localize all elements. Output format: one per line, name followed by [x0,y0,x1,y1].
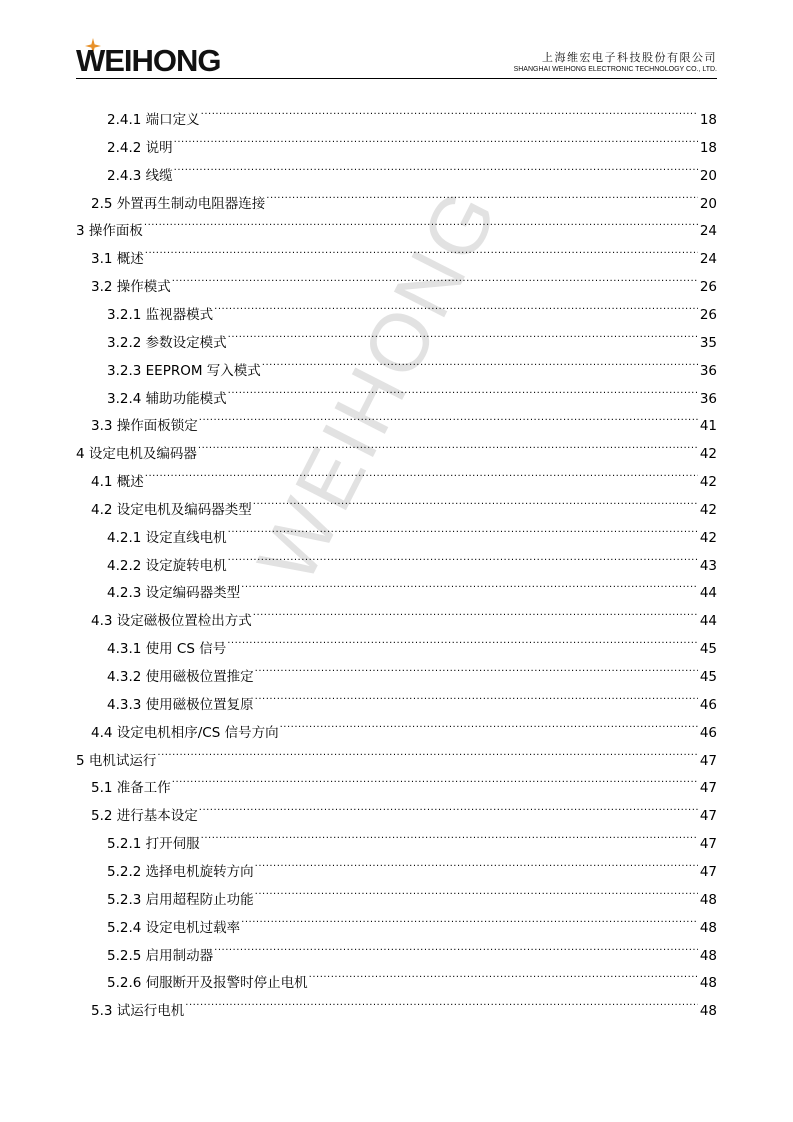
toc-dot-leader [145,458,698,486]
toc-entry[interactable] [91,987,717,1020]
toc-entry-page: 43 [699,557,717,574]
toc-entry[interactable] [107,569,717,602]
toc-entry-page: 18 [699,139,717,156]
toc-dot-leader [214,291,698,319]
toc-entry-page: 42 [699,474,717,491]
toc-entry-label: 4.3.1 使用 CS 信号 [107,641,227,658]
toc-dot-leader [157,737,698,765]
toc-dot-leader [241,904,698,932]
toc-dot-leader [228,375,698,403]
toc-entry-page: 20 [699,167,717,184]
toc-dot-leader [241,569,698,597]
toc-entry-page: 42 [699,501,717,518]
toc-dot-leader [174,152,698,180]
toc-entry[interactable] [91,792,717,825]
toc-entry-page: 42 [699,446,717,463]
toc-entry-label: 2.4.1 端口定义 [107,112,200,128]
toc-entry-page: 46 [699,724,717,741]
toc-entry-label: 4.3 设定磁极位置检出方式 [91,613,252,630]
toc-entry-page: 48 [699,947,717,964]
toc-dot-leader [227,625,698,653]
toc-entry[interactable] [91,180,717,212]
toc-dot-leader [266,180,698,208]
company-name-en: SHANGHAI WEIHONG ELECTRONIC TECHNOLOGY CO., LTD. [513,66,717,73]
toc-entry-page: 26 [699,306,717,323]
toc-entry[interactable] [107,653,717,685]
toc-dot-leader [228,319,698,347]
toc-entry-label: 4.2.3 设定编码器类型 [107,585,241,602]
toc-dot-leader [198,430,698,458]
toc-entry-label: 5.2.1 打开伺服 [107,836,200,853]
toc-dot-leader [228,542,698,570]
toc-dot-leader [253,597,698,625]
toc-entry-label: 4 设定电机及编码器 [76,446,197,463]
toc-dot-leader [280,709,698,737]
toc-entry[interactable] [107,904,717,936]
toc-entry-label: 4.2.2 设定旋转电机 [107,557,227,574]
toc-entry[interactable] [91,458,717,491]
toc-dot-leader [172,764,698,792]
toc-entry-label: 3 操作面板 [76,223,143,240]
toc-entry-label: 5.3 试运行电机 [91,1003,185,1020]
toc-entry-page: 48 [699,919,717,936]
toc-entry-page: 47 [699,752,717,769]
toc-entry[interactable] [91,235,717,268]
toc-dot-leader [185,987,698,1015]
toc-entry-label: 5.2 进行基本设定 [91,808,198,825]
toc-entry-page: 45 [699,669,717,685]
toc-entry-page: 44 [699,613,717,630]
toc-entry[interactable] [91,263,717,296]
toc-entry[interactable] [76,207,717,240]
toc-entry-page: 44 [699,585,717,602]
toc-entry-label: 4.1 概述 [91,474,144,491]
toc-entry[interactable] [91,709,717,741]
toc-entry[interactable] [107,820,717,853]
weihong-logo [76,44,246,78]
toc-entry[interactable] [107,124,717,156]
toc-dot-leader [144,207,698,235]
toc-entry-page: 26 [699,279,717,296]
toc-entry-label: 4.2.1 设定直线电机 [107,529,227,546]
toc-entry[interactable] [107,959,717,992]
toc-entry-label: 3.3 操作面板锁定 [91,418,198,435]
toc-entry[interactable] [107,152,717,184]
toc-entry-label: 3.2.1 监视器模式 [107,306,214,323]
toc-entry-label: 2.4.2 说明 [107,139,173,156]
toc-entry[interactable] [107,347,717,379]
toc-entry-label: 3.2 操作模式 [91,279,171,296]
toc-entry-label: 3.2.2 参数设定模式 [107,334,227,351]
toc-entry-label: 4.2 设定电机及编码器类型 [91,501,252,518]
toc-entry-page: 47 [699,780,717,797]
toc-entry-page: 47 [699,808,717,825]
toc-entry-page: 45 [699,641,717,658]
toc-entry-page: 42 [699,529,717,546]
toc-dot-leader [199,402,698,430]
toc-entry-page: 18 [699,112,717,128]
toc-dot-leader [174,124,698,152]
toc-dot-leader [255,876,698,904]
toc-dot-leader [214,932,698,960]
toc-entry-label: 5.2.6 伺服断开及报警时停止电机 [107,975,308,992]
toc-entry[interactable] [107,514,717,546]
toc-dot-leader [201,96,698,124]
header-rule [76,78,717,79]
toc-entry-label: 3.2.4 辅助功能模式 [107,390,227,407]
toc-entry-label: 5.2.5 启用制动器 [107,947,214,964]
toc-entry-label: 4.4 设定电机相序/CS 信号方向 [91,724,279,741]
toc-entry[interactable] [107,848,717,880]
toc-dot-leader [228,514,698,542]
toc-entry-label: 2.4.3 线缆 [107,167,173,184]
toc-dot-leader [201,820,698,848]
toc-entry-page: 47 [699,836,717,853]
toc-entry[interactable] [107,291,717,323]
toc-entry-label: 2.5 外置再生制动电阻器连接 [91,195,266,212]
toc-entry-page: 24 [699,251,717,268]
toc-dot-leader [255,848,698,876]
toc-dot-leader [255,681,698,709]
toc-entry[interactable] [107,319,717,351]
toc-entry[interactable] [107,375,717,407]
toc-entry[interactable] [76,737,717,769]
toc-entry-page: 41 [699,418,717,435]
toc-entry-label: 4.3.3 使用磁极位置复原 [107,696,254,713]
toc-entry-page: 46 [699,696,717,713]
toc-entry[interactable] [107,625,717,658]
toc-entry-label: 5.2.4 设定电机过载率 [107,919,241,936]
watermark: WEIHONG [240,173,517,597]
toc-dot-leader [199,792,698,820]
toc-entry[interactable] [91,402,717,435]
toc-entry-page: 47 [699,863,717,880]
toc-entry[interactable] [107,681,717,713]
toc-entry-page: 35 [699,334,717,351]
toc-entry-label: 3.1 概述 [91,251,144,268]
toc-entry[interactable] [91,486,717,518]
toc-entry-label: 3.2.3 EEPROM 写入模式 [107,362,261,379]
toc-entry[interactable] [91,764,717,797]
toc-entry-label: 5 电机试运行 [76,752,157,769]
toc-entry-page: 20 [699,195,717,212]
toc-dot-leader [309,959,698,987]
toc-entry[interactable] [76,430,717,463]
toc-entry-page: 36 [699,390,717,407]
toc-entry[interactable] [107,876,717,908]
toc-dot-leader [172,263,698,291]
toc-entry-page: 24 [699,223,717,240]
toc-entry-label: 5.2.2 选择电机旋转方向 [107,863,254,880]
toc-entry-page: 48 [699,975,717,992]
toc-dot-leader [262,347,698,375]
toc-dot-leader [145,235,698,263]
toc-entry[interactable] [107,542,717,574]
toc-dot-leader [253,486,698,514]
toc-entry[interactable] [91,597,717,630]
toc-dot-leader [255,653,698,681]
toc-entry-page: 48 [699,891,717,908]
logo-text: WEIHONG [76,43,221,78]
toc-entry-page: 36 [699,362,717,379]
toc-entry-label: 5.1 准备工作 [91,780,171,797]
toc-entry-label: 4.3.2 使用磁极位置推定 [107,669,254,685]
toc-entry[interactable] [107,96,717,128]
company-name-cn: 上海维宏电子科技股份有限公司 [542,51,717,64]
toc-entry[interactable] [107,932,717,964]
toc-entry-page: 48 [699,1003,717,1020]
toc-entry-label: 5.2.3 启用超程防止功能 [107,891,254,908]
